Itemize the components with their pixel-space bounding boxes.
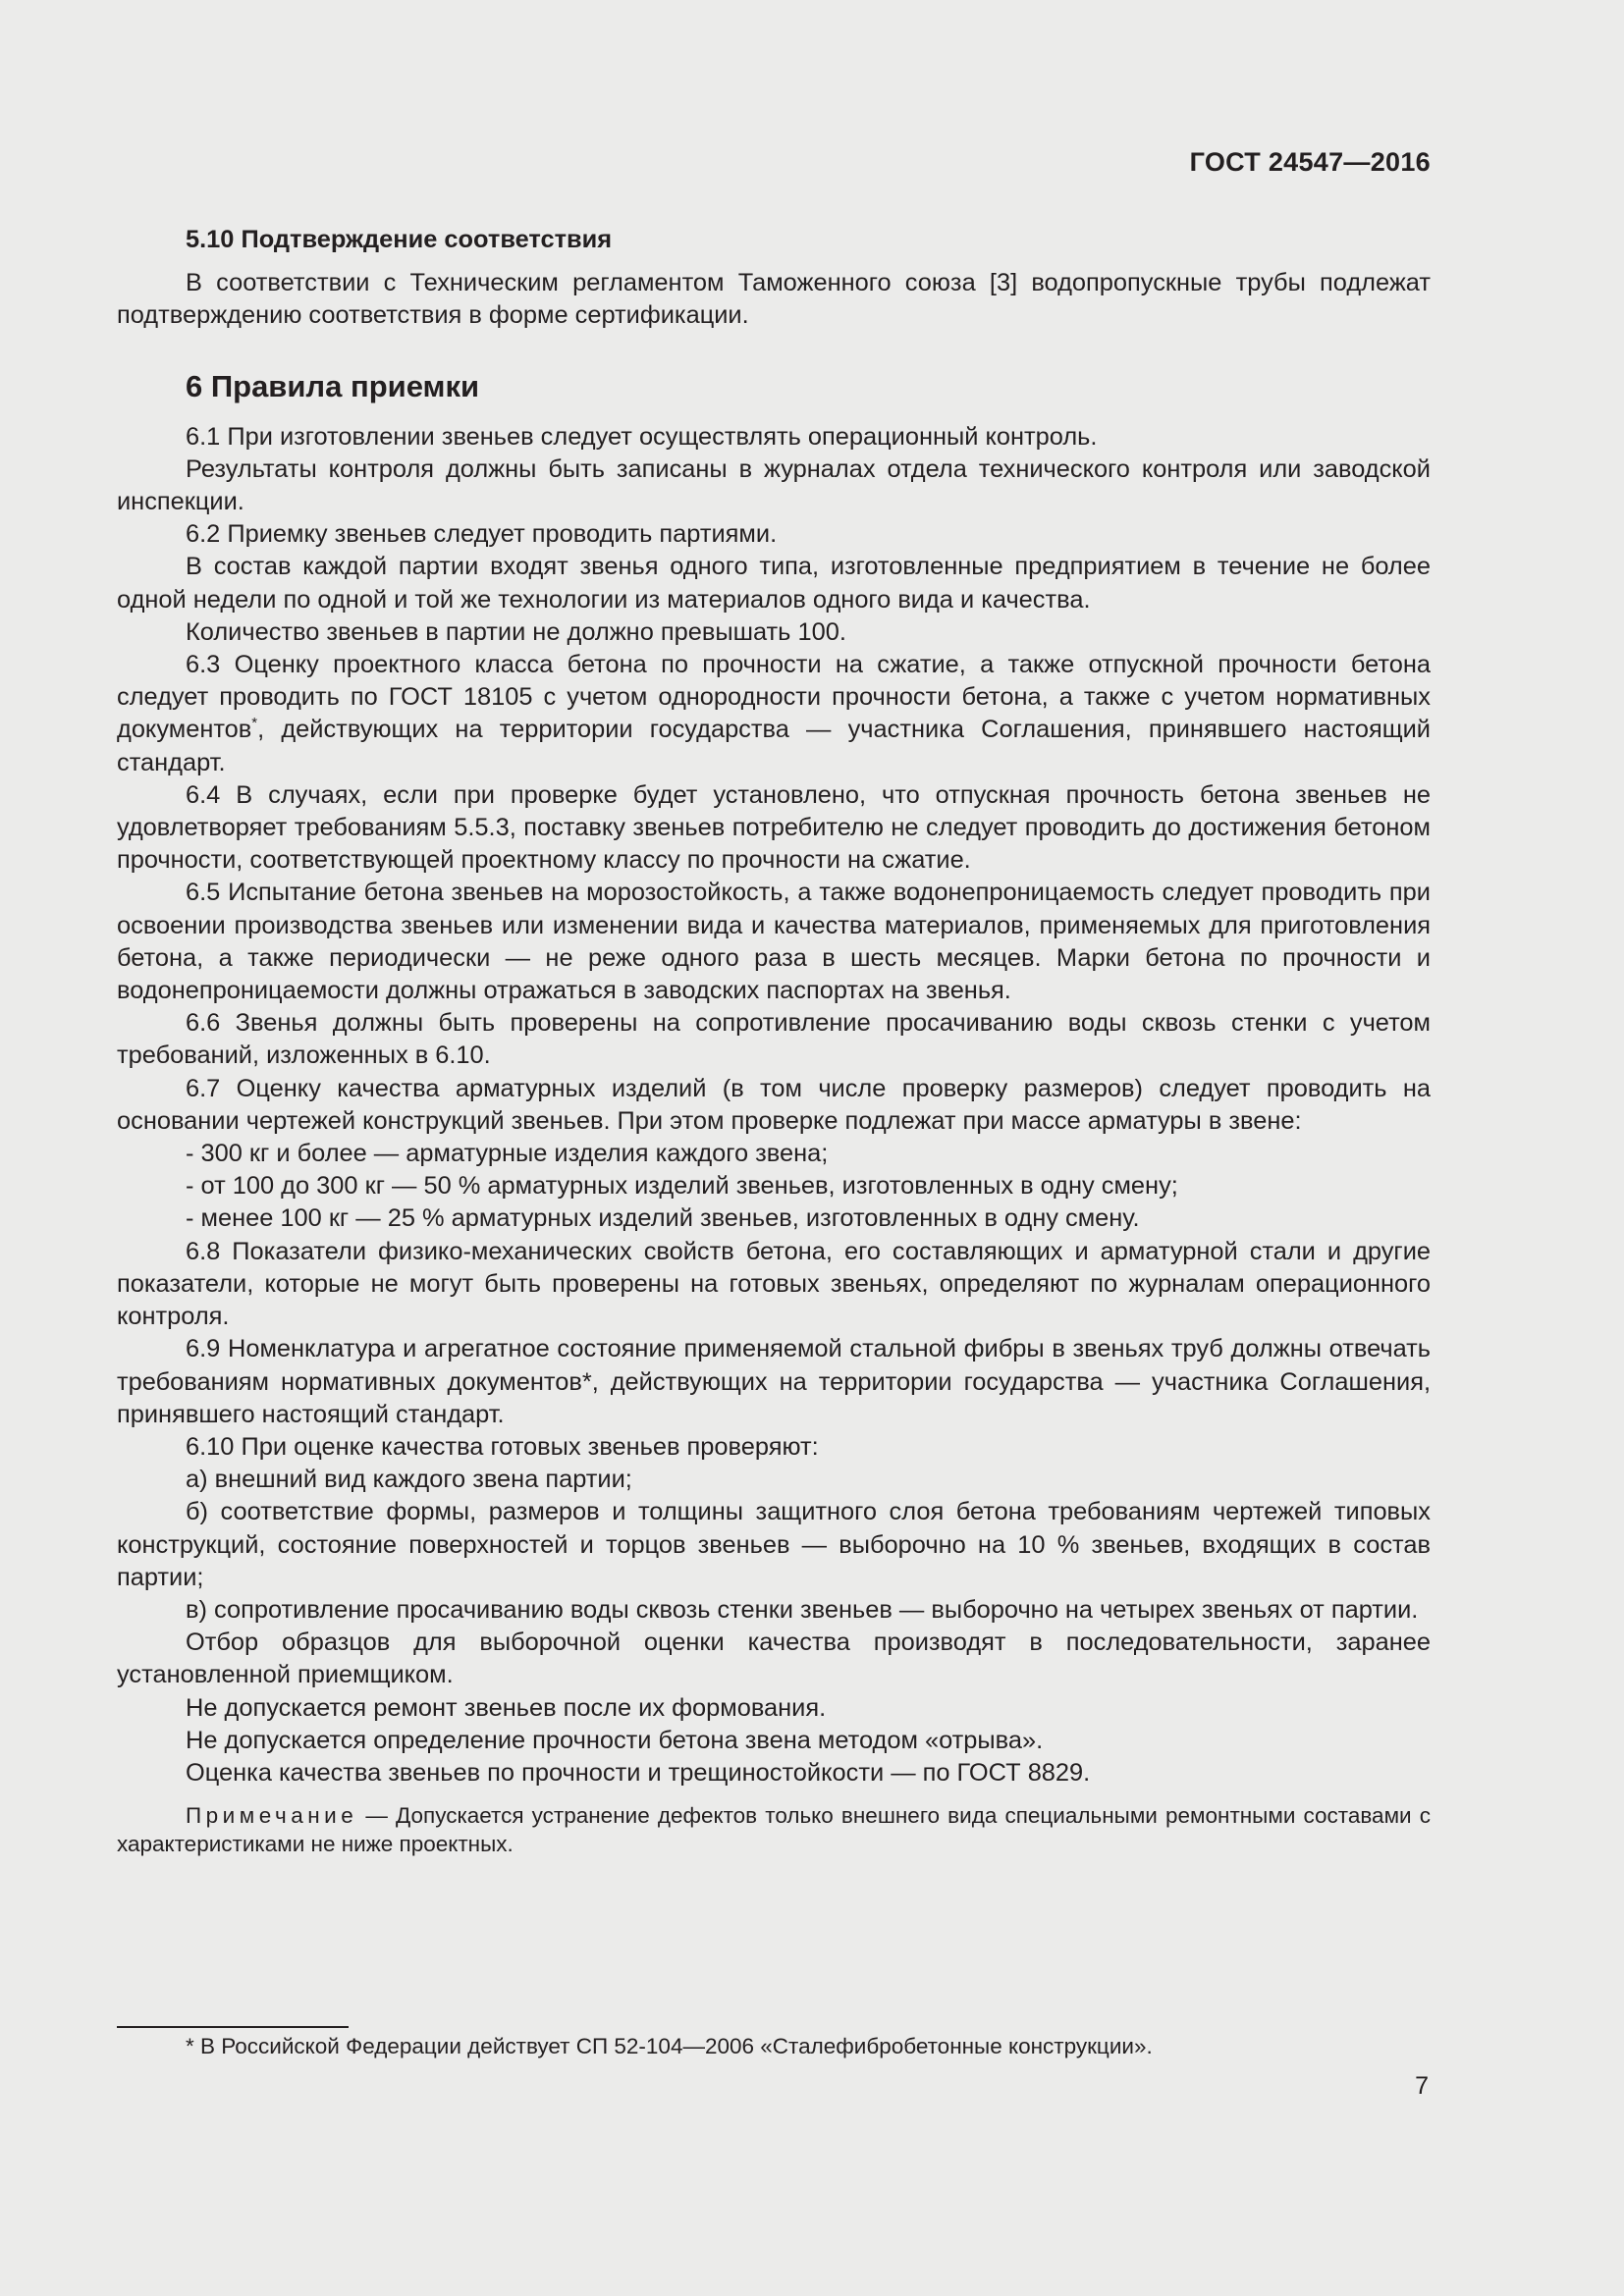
document-code: ГОСТ 24547—2016 <box>1189 147 1431 177</box>
paragraph-6-2: 6.2 Приемку звеньев следует проводить партиями. <box>186 520 778 549</box>
paragraph-6-3-text-a: 6.3 Оценку проектного класса бетона по прочности на сжатие, а также отпускной прочности бетона следует проводить по ГОСТ 18105 с учетом однородности прочности бетона, а также с учетом нормативных документов <box>117 651 1431 744</box>
paragraph-sampling: Отбор образцов для выборочной оценки качества производят в последовательности, заранее установленной приемщиком. <box>117 1629 1431 1689</box>
footnote: * В Российской Федерации действует СП 52-104—2006 «Сталефибробетонные конструкции». <box>186 2034 1153 2058</box>
paragraph-6-1: 6.1 При изготовлении звеньев следует осуществлять операционный контроль. <box>186 422 1098 451</box>
paragraph-6-6: 6.6 Звенья должны быть проверены на сопротивление просачиванию воды сквозь стенки с учетом требований, изложенных в 6.10. <box>117 1009 1431 1070</box>
note <box>117 1801 1431 1858</box>
list-item-dash-1: - 300 кг и более — арматурные изделия каждого звена; <box>186 1140 829 1168</box>
paragraph-6-1-results: Результаты контроля должны быть записаны в журналах отдела технического контроля или заводской инспекции. <box>117 454 1431 516</box>
paragraph-6-3-text-b: , действующих на территории государства — участника Соглашения, принявшего настоящий стандарт. <box>117 716 1431 776</box>
list-item-c: в) сопротивление просачиванию воды сквозь стенки звеньев — выборочно на четырех звеньях от партии. <box>186 1595 1419 1624</box>
paragraph-6-2-count: Количество звеньев в партии не должно превышать 100. <box>186 617 846 646</box>
paragraph-no-tearoff: Не допускается определение прочности бетона звена методом «отрыва». <box>186 1726 1044 1754</box>
list-item-dash-3: - менее 100 кг — 25 % арматурных изделий звеньев, изготовленных в одну смену. <box>186 1204 1140 1233</box>
page-number: 7 <box>1415 2072 1429 2100</box>
note-text: — Допускается устранение дефектов только внешнего вида специальными ремонтными составами с характеристиками не ниже проектных. <box>117 1803 1431 1857</box>
paragraph-6-7: 6.7 Оценку качества арматурных изделий (в том числе проверку размеров) следует проводить на основании чертежей конструкций звеньев. При этом проверке подлежат при массе арматуры в звене: <box>117 1074 1431 1135</box>
paragraph-6-2-batch: В состав каждой партии входят звенья одного типа, изготовленные предприятием в течение не более одной недели по одной и той же технологии из материалов одного вида и качества. <box>117 553 1431 614</box>
paragraph-6-9: 6.9 Номенклатура и агрегатное состояние применяемой стальной фибры в звеньях труб должны отвечать требованиям нормативных документов*, действующих на территории государства — участника Соглашения, принявшего настоящий стандарт. <box>117 1335 1431 1428</box>
paragraph-6-4: 6.4 В случаях, если при проверке будет установлено, что отпускная прочность бетона звеньев не удовлетворяет требованиям 5.5.3, поставку звеньев потребителю не следует проводить до достижения бетоном прочности, соответствующей проектному классу по прочности на сжатие. <box>117 780 1431 875</box>
document-body <box>117 224 1431 1858</box>
footnote-marker: * <box>251 715 258 732</box>
section-5-10-text: В соответствии с Техническим регламентом Таможенного союза [3] водопропускные трубы подлежат подтверждению соответствия в форме сертификации. <box>117 269 1431 330</box>
list-item-b: б) соответствие формы, размеров и толщины защитного слоя бетона требованиям чертежей типовых конструкций, состояние поверхностей и торцов звеньев — выборочно на 10 % звеньев, входящих в состав партии; <box>117 1498 1431 1591</box>
paragraph-strength-assessment: Оценка качества звеньев по прочности и трещиностойкости — по ГОСТ 8829. <box>186 1758 1091 1787</box>
section-5-10-heading: 5.10 Подтверждение соответствия <box>186 226 613 253</box>
section-6-heading: 6 Правила приемки <box>186 368 480 403</box>
footnote-divider <box>117 2026 349 2028</box>
paragraph-6-3 <box>117 649 1431 779</box>
paragraph-6-5: 6.5 Испытание бетона звеньев на морозостойкость, а также водонепроницаемость следует проводить при освоении производства звеньев или изменении вида и качества материалов, применяемых для приготовления бетона, а также периодически — не реже одного раза в шесть месяцев. Марки бетона по прочности и водонепроницаемости должны отражаться в заводских паспортах на звенья. <box>117 879 1431 1005</box>
paragraph-6-10: 6.10 При оценке качества готовых звеньев проверяют: <box>186 1432 819 1461</box>
paragraph-no-repair: Не допускается ремонт звеньев после их формования. <box>186 1693 827 1722</box>
list-item-a: а) внешний вид каждого звена партии; <box>186 1466 632 1494</box>
paragraph-6-8: 6.8 Показатели физико-механических свойств бетона, его составляющих и арматурной стали и другие показатели, которые не могут быть проверены на готовых звеньях, определяют по журналам операционного контроля. <box>117 1237 1431 1331</box>
list-item-dash-2: - от 100 до 300 кг — 50 % арматурных изделий звеньев, изготовленных в одну смену; <box>186 1172 1178 1201</box>
note-label: Примечание <box>186 1803 358 1829</box>
